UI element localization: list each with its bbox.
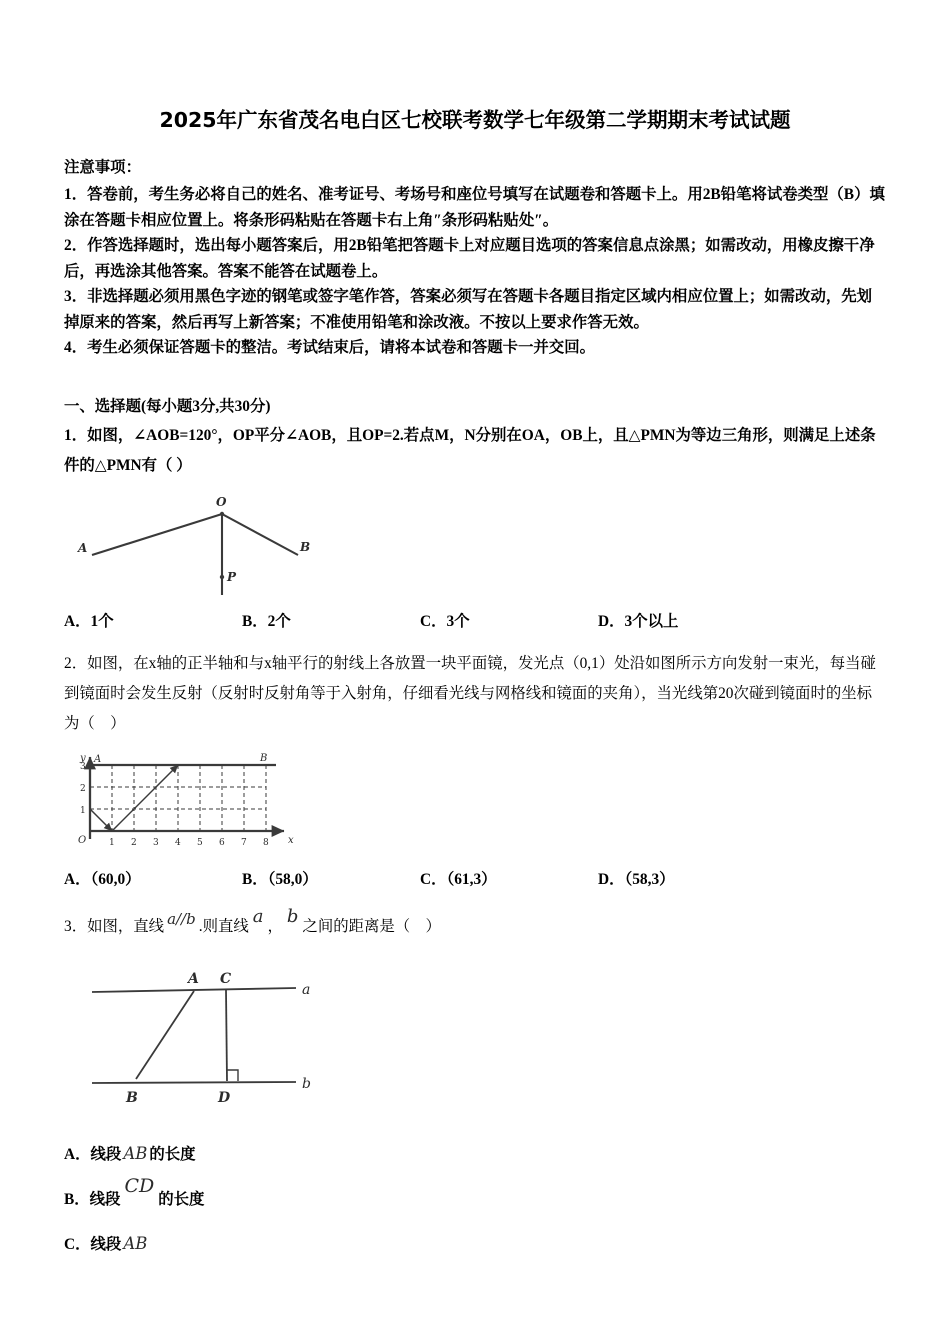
question-3-math-a: a	[252, 905, 264, 927]
option-3-B-key: B．	[64, 1190, 90, 1208]
figure-1-label-o: O	[216, 494, 227, 509]
option-1-C-key: C．	[420, 612, 447, 630]
page-title: 2025年广东省茂名电白区七校联考数学七年级第二学期期末考试试题	[159, 108, 791, 132]
option-3-A-post: 的长度	[149, 1145, 196, 1163]
option-2-A[interactable]	[64, 867, 141, 889]
question-1	[64, 421, 886, 481]
figure-2-xtick-6: 6	[219, 837, 225, 848]
question-3-number: 3．	[64, 917, 88, 935]
option-3-A-pre: 线段	[90, 1145, 122, 1163]
figure-2-label-a: A	[94, 753, 102, 765]
figure-2-xtick-7: 7	[241, 837, 247, 848]
figure-question-2	[70, 747, 886, 855]
option-2-B[interactable]	[242, 867, 318, 889]
option-2-B-key: B．	[242, 870, 268, 888]
notice-item-4: 4．考生必须保证答题卡的整洁。考试结束后，请将本试卷和答题卡一并交回。	[64, 339, 595, 357]
section-heading-choice: 一、选择题(每小题3分,共30分)	[64, 397, 271, 415]
figure-1-label-a: A	[78, 540, 88, 555]
option-3-A-key: A．	[64, 1145, 91, 1163]
option-1-B-key: B．	[242, 612, 268, 630]
option-1-D-key: D．	[598, 612, 625, 630]
option-3-B[interactable]	[64, 1176, 886, 1221]
figure-2-xtick-3: 3	[153, 837, 159, 848]
figure-2-xtick-4: 4	[175, 837, 181, 848]
question-2-text: 如图，在x轴的正半轴和与x轴平行的射线上各放置一块平面镜，发光点（0,1）处沿如图所示方向发射一束光，每当碰到镜面时会发生反射（反射时反射角等于入射角，仔细看光线与网格线和镜面的夹角），当光线第20次碰到镜面时的坐标为（ ）	[64, 654, 876, 732]
figure-2-ytick-2: 2	[80, 783, 86, 794]
question-1-text: 如图，∠AOB=120°，OP平分∠AOB，且OP=2.若点M，N分别在OA，OB上，且△PMN为等边三角形，则满足上述条件的△PMN有（ ）	[64, 426, 876, 474]
question-1-options	[64, 609, 886, 635]
notice-item-2: 2．作答选择题时，选出每小题答案后，用2B铅笔把答题卡上对应题目选项的答案信息点涂黑；如需改动，用橡皮擦干净后，再选涂其他答案。答案不能答在试题卷上。	[64, 237, 875, 280]
option-2-A-value: （60,0）	[90, 870, 141, 888]
figure-2-origin-label: O	[78, 834, 87, 846]
option-3-B-math: CD	[124, 1174, 155, 1197]
question-1-number: 1．	[64, 426, 88, 444]
option-1-A[interactable]	[64, 609, 114, 631]
option-3-C-math: AB	[123, 1233, 148, 1253]
notice-item-3: 3．非选择题必须用黑色字迹的钢笔或签字笔作答，答案必须写在答题卡各题目指定区域内相应位置上；如需改动，先划掉原来的答案，然后再写上新答案；不准使用铅笔和涂改液。不按以上要求作答无效。	[64, 288, 873, 331]
option-1-D[interactable]	[598, 609, 678, 631]
light-reflection-grid-diagram	[70, 747, 320, 855]
figure-3-label-line-a: a	[302, 981, 311, 998]
option-3-B-post: 的长度	[158, 1190, 205, 1208]
figure-2-xtick-8: 8	[263, 837, 269, 848]
figure-1-label-b: B	[300, 539, 311, 554]
notice-block	[64, 155, 886, 361]
question-3-text-post: 之间的距离是（ ）	[302, 917, 441, 935]
parallel-lines-distance-diagram	[84, 950, 374, 1115]
option-1-B-value: 2个	[267, 612, 291, 630]
option-2-C-value: （61,3）	[446, 870, 497, 888]
question-2-number: 2．	[64, 654, 88, 672]
figure-2-axis-x-label: x	[288, 834, 294, 846]
option-1-D-value: 3个以上	[624, 612, 679, 630]
option-1-B[interactable]	[242, 609, 291, 631]
question-3-math-parallel: a//b	[167, 909, 196, 928]
option-2-C-key: C．	[420, 870, 447, 888]
figure-2-xtick-2: 2	[131, 837, 137, 848]
option-3-C-key: C．	[64, 1235, 91, 1253]
question-3-options	[64, 1131, 886, 1266]
option-3-C-pre: 线段	[90, 1235, 122, 1253]
option-1-A-value: 1个	[90, 612, 114, 630]
notice-heading: 注意事项：	[64, 158, 141, 176]
figure-3-label-D: D	[218, 1089, 231, 1106]
figure-question-1	[70, 487, 886, 599]
option-2-D-key: D．	[598, 870, 625, 888]
figure-2-label-b: B	[260, 752, 268, 764]
figure-2-xtick-5: 5	[197, 837, 203, 848]
figure-2-ytick-3: 3	[80, 761, 86, 772]
question-2-options	[64, 867, 886, 893]
option-3-A[interactable]	[64, 1131, 886, 1176]
page-content	[64, 0, 886, 1266]
question-3-text-pre: 如图，直线	[87, 917, 165, 935]
figure-2-xtick-1: 1	[109, 837, 115, 848]
figure-3-label-B: B	[126, 1089, 138, 1106]
figure-3-label-A: A	[188, 970, 199, 987]
angle-aob-bisector-diagram	[70, 487, 320, 599]
question-3: 3．如图，直线 a//b .则直线 a ， b 之间的距离是（ ）	[64, 905, 441, 935]
notice-item-1: 1．答卷前，考生务必将自己的姓名、准考证号、考场号和座位号填写在试题卷和答题卡上。用2B铅笔将试卷类型（B）填涂在答题卡相应位置上。将条形码粘贴在答题卡右上角″条形码粘贴处″。	[64, 186, 885, 229]
option-2-B-value: （58,0）	[267, 870, 318, 888]
option-1-C[interactable]	[420, 609, 470, 631]
figure-2-axis-y-label: y	[80, 752, 86, 764]
option-3-C[interactable]	[64, 1221, 886, 1266]
option-3-B-pre: 线段	[89, 1190, 121, 1208]
question-2	[64, 649, 886, 739]
figure-1-label-p: P	[227, 569, 237, 584]
figure-2-ytick-1: 1	[80, 805, 86, 816]
option-2-D[interactable]	[598, 867, 675, 889]
figure-3-label-line-b: b	[302, 1075, 311, 1092]
question-3-text-mid: .则直线	[198, 917, 249, 935]
option-2-A-key: A．	[64, 870, 91, 888]
question-3-math-b: b	[286, 905, 299, 927]
figure-question-3	[84, 950, 886, 1115]
option-2-C[interactable]	[420, 867, 497, 889]
option-1-A-key: A．	[64, 612, 91, 630]
option-2-D-value: （58,3）	[624, 870, 675, 888]
figure-3-label-C: C	[220, 970, 232, 987]
option-1-C-value: 3个	[446, 612, 470, 630]
option-3-A-math: AB	[123, 1143, 148, 1163]
